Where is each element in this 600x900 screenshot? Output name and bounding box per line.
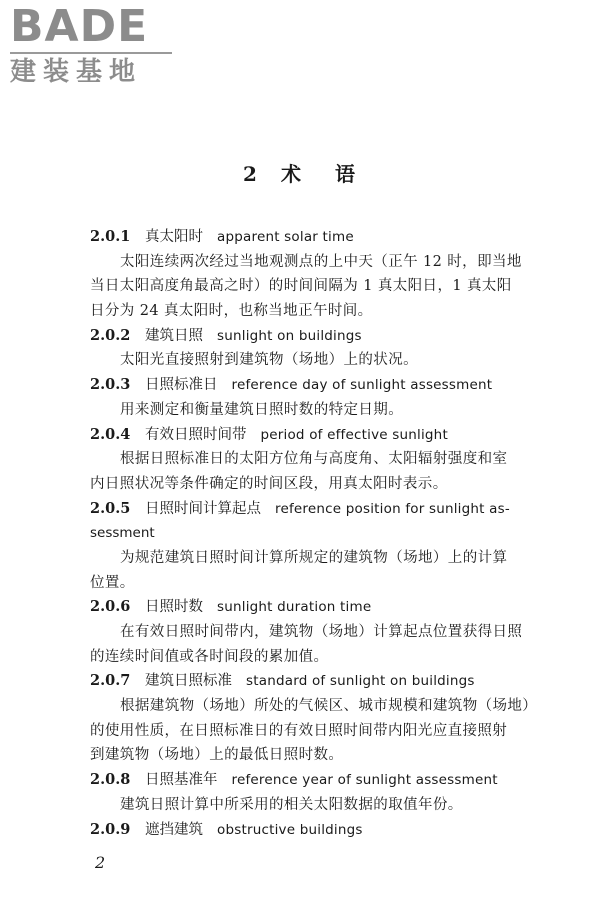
- term-english: sunlight duration time: [217, 599, 372, 616]
- term-heading: [90, 818, 560, 843]
- term-english-continuation: sessment: [90, 525, 155, 542]
- term-number: 2.0.9: [90, 820, 131, 838]
- term-definition-line: 日分为 24 真太阳时，也称当地正午时间。: [90, 303, 373, 320]
- term-definition-line: 的使用性质，在日照标准日的有效日照时间带内阳光应直接照射: [90, 722, 508, 739]
- term-chinese: 遮挡建筑: [145, 821, 203, 838]
- term-chinese: 日照基准年: [145, 772, 218, 789]
- page-number: 2: [95, 853, 106, 872]
- term-english: reference position for sunlight as-: [275, 500, 510, 517]
- term-chinese: 日照时间计算起点: [145, 500, 261, 517]
- term-definition-line: 当日太阳高度角最高之时）的时间间隔为 1 真太阳日，1 真太阳: [90, 278, 512, 295]
- term-english: obstructive buildings: [217, 821, 363, 838]
- term-number: 2.0.2: [90, 326, 131, 344]
- term-definition-line: 根据建筑物（场地）所处的气候区、城市规模和建筑物（场地）: [120, 698, 538, 715]
- chapter-title-char-1: 术: [280, 162, 303, 186]
- term-definition-line: 到建筑物（场地）上的最低日照时数。: [90, 747, 344, 764]
- term-english: reference day of sunlight assessment: [231, 377, 493, 394]
- term-heading: [90, 324, 560, 349]
- bade-logo: [10, 1, 180, 87]
- term-chinese: 日照标准日: [145, 377, 218, 394]
- term-definition-line: 建筑日照计算中所采用的相关太阳数据的取值年份。: [120, 796, 463, 813]
- chapter-number: 2: [243, 162, 259, 186]
- term-english: standard of sunlight on buildings: [246, 673, 475, 690]
- term-heading: [90, 768, 560, 793]
- term-chinese: 真太阳时: [145, 229, 203, 245]
- term-heading: [90, 497, 560, 522]
- chapter-title-char-2: 语: [334, 162, 357, 186]
- term-number: 2.0.8: [90, 771, 131, 789]
- term-definition-line: 根据日照标准日的太阳方位角与高度角、太阳辐射强度和室: [120, 451, 508, 468]
- term-number: 2.0.7: [90, 672, 131, 690]
- term-heading: [90, 595, 560, 620]
- term-english: sunlight on buildings: [217, 327, 362, 344]
- term-number: 2.0.6: [90, 598, 131, 616]
- terms-content: [90, 225, 560, 842]
- term-definition-line: 为规范建筑日照时间计算所规定的建筑物（场地）上的计算: [120, 549, 508, 566]
- term-number: 2.0.5: [90, 499, 131, 517]
- term-chinese: 建筑日照标准: [145, 673, 232, 690]
- term-definition-line: 内日照状况等条件确定的时间区段，用真太阳时表示。: [90, 475, 448, 492]
- term-number: 2.0.4: [90, 425, 131, 443]
- term-heading: [90, 373, 560, 398]
- logo-divider: [10, 52, 172, 54]
- logo-wordmark: BADE: [10, 1, 149, 52]
- term-definition-line: 的连续时间值或各时间段的累加值。: [90, 648, 329, 665]
- logo-chinese-name: 建装基地: [10, 57, 143, 87]
- term-number: 2.0.3: [90, 376, 131, 394]
- term-heading: [90, 225, 560, 250]
- term-definition-line: 位置。: [90, 574, 135, 591]
- chapter-title: [0, 158, 600, 187]
- term-chinese: 日照时数: [145, 599, 203, 616]
- term-number: 2.0.1: [90, 228, 131, 245]
- term-heading: [90, 423, 560, 448]
- term-definition-line: 太阳连续两次经过当地观测点的上中天（正午 12 时，即当地: [120, 253, 522, 270]
- term-english: period of effective sunlight: [260, 426, 448, 443]
- term-definition-line: 太阳光直接照射到建筑物（场地）上的状况。: [120, 352, 418, 369]
- term-definition-line: 用来测定和衡量建筑日照时数的特定日期。: [120, 401, 404, 418]
- term-definition-line: 在有效日照时间带内，建筑物（场地）计算起点位置获得日照: [120, 624, 523, 640]
- term-heading: [90, 669, 560, 694]
- term-english: reference year of sunlight assessment: [231, 772, 498, 789]
- term-chinese: 有效日照时间带: [145, 426, 247, 443]
- term-chinese: 建筑日照: [145, 327, 203, 344]
- term-english: apparent solar time: [217, 229, 354, 245]
